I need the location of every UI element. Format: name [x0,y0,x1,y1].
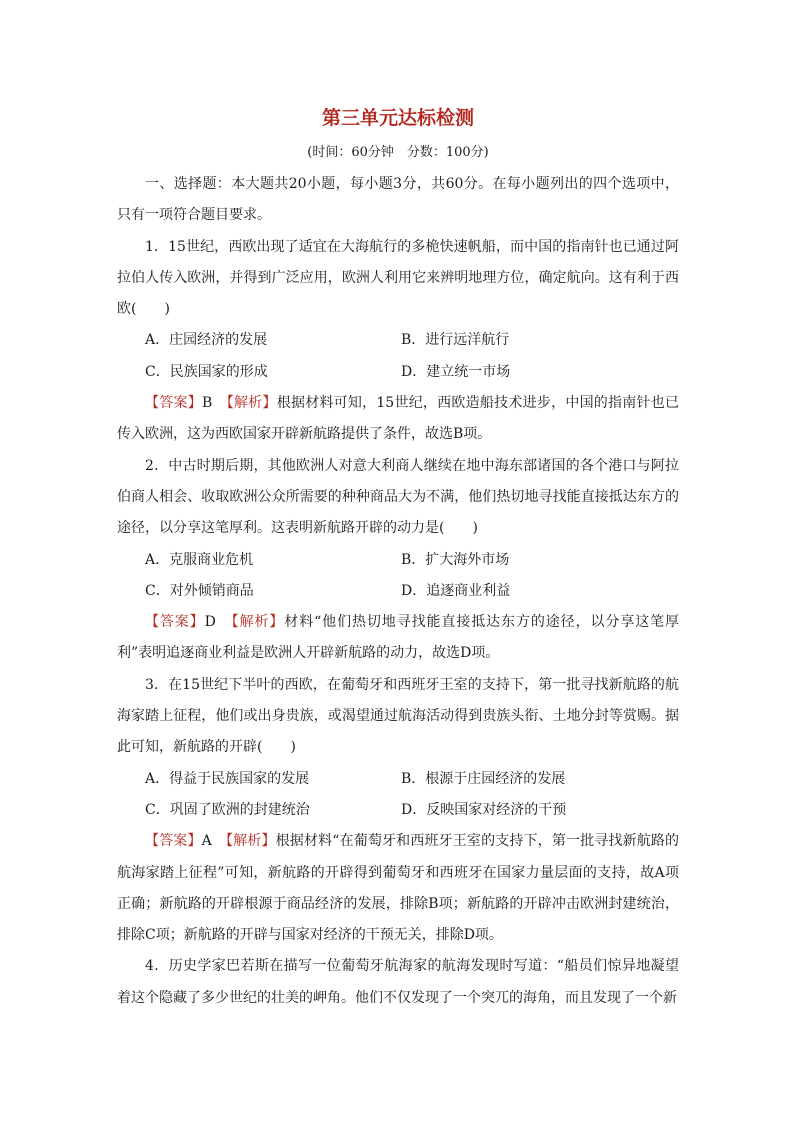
answer-value: B [201,395,213,412]
option-a: A．得益于民族国家的发展 [145,770,310,787]
question-2-options [117,545,679,608]
page-title: 第三单元达标检测 [321,107,474,129]
option-b: B．进行远洋航行 [401,332,510,349]
exam-info: (时间：60分钟 分数：100分) [307,145,489,160]
question-3-stem: 3．在15世纪下半叶的西欧，在葡萄牙和西班牙王室的支持下，第一批寻找新航路的航海家踏上征程，他们或出身贵族，或渴望通过航海活动得到贵族头衔、土地分封等赏赐。据此可知，新航路的开辟( ) [117,676,679,756]
answer-label: 【答案】 [145,395,202,412]
option-b: B．扩大海外市场 [401,551,510,568]
option-b: B．根源于庄园经济的发展 [401,770,566,787]
question-1-options [117,325,679,388]
question-1-stem: 1．15世纪，西欧出现了适宜在大海航行的多桅快速帆船，而中国的指南针也已通过阿拉伯人传入欧洲，并得到广泛应用，欧洲人利用它来辨明地理方位，确定航向。这有利于西欧( ) [117,238,679,318]
option-a: A．庄园经济的发展 [145,332,268,349]
option-c: C．对外倾销商品 [145,582,254,599]
option-d: D．反映国家对经济的干预 [401,801,567,818]
section-instructions: 一、选择题：本大题共20小题，每小题3分，共60分。在每小题列出的四个选项中，只有一项符合题目要求。 [117,176,679,224]
answer-label: 【答案】 [145,614,205,631]
analysis-text: 根据材料可知，15世纪，西欧造船技术进步，中国的指南针也已传入欧洲，这为西欧国家开辟新航路提供了条件，故选B项。 [117,395,680,443]
analysis-text: 材料“他们热切地寻找能直接抵达东方的途径，以分享这笔厚利”表明追逐商业利益是欧洲人开辟新航路的动力，故选D项。 [117,614,680,662]
question-2-stem: 2．中古时期后期，其他欧洲人对意大利商人继续在地中海东部诸国的各个港口与阿拉伯商人相会、收取欧洲公众所需要的种种商品大为不满，他们热切地寻找能直接抵达东方的途径，以分享这笔厚利。这表明新航路开辟的动力是( ) [117,457,679,537]
answer-value: A [201,833,212,850]
analysis-text: 根据材料“在葡萄牙和西班牙王室的支持下，第一批寻找新航路的航海家踏上征程”可知，新航路的开辟得到葡萄牙和西班牙在国家力量层面的支持，故A项正确；新航路的开辟根源于商品经济的发展，排除B项；新航路的开辟冲击欧洲封建统治，排除C项；新航路的开辟与国家对经济的干预无关，排除D项。 [117,833,680,944]
question-3-answer [117,826,679,951]
option-c: C．民族国家的形成 [145,363,268,380]
analysis-label: 【解析】 [226,833,276,850]
question-2-answer [117,607,679,670]
question-3-options [117,764,679,827]
option-a: A．克服商业危机 [145,551,254,568]
document-page [117,100,679,1014]
option-d: D．追逐商业利益 [401,582,511,599]
analysis-label: 【解析】 [231,614,285,631]
question-4-stem: 4．历史学家巴若斯在描写一位葡萄牙航海家的航海发现时写道：“船员们惊异地凝望着这个隐藏了多少世纪的壮美的岬角。他们不仅发现了一个突兀的海角，而且发现了一个新 [117,958,679,1006]
option-d: D．建立统一市场 [401,363,511,380]
question-1-answer [117,388,679,451]
option-c: C．巩固了欧洲的封建统治 [145,801,310,818]
answer-value: D [204,614,216,631]
answer-label: 【答案】 [145,833,202,850]
analysis-label: 【解析】 [226,395,277,412]
